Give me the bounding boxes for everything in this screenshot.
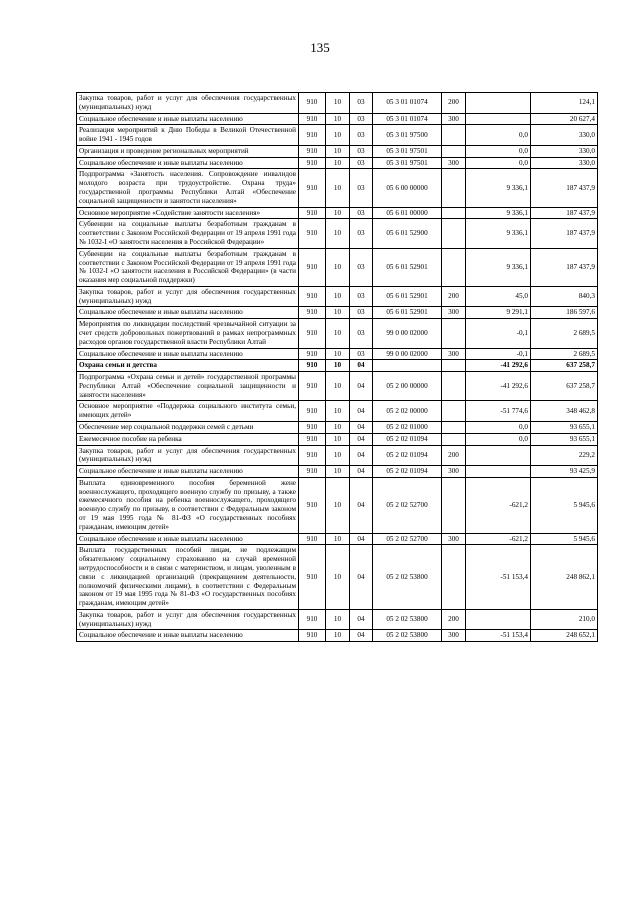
table-row (77, 348, 598, 360)
row-total-amount: 248 652,1 (531, 630, 598, 642)
row-total-amount: 186 597,6 (531, 307, 598, 319)
row-subsection-code: 03 (350, 248, 373, 286)
row-name: Закупка товаров, работ и услуг для обеспечения государственных (муниципальных) нужд (77, 93, 299, 114)
row-total-amount: 229,2 (531, 445, 598, 466)
row-change-amount: -51 774,6 (466, 401, 531, 422)
row-target-article: 05 2 02 01094 (373, 445, 442, 466)
row-subsection-code: 04 (350, 466, 373, 478)
row-section-code: 10 (326, 219, 350, 248)
row-target-article: 05 2 02 53800 (373, 630, 442, 642)
row-name: Реализация мероприятий к Дню Победы в Великой Отечественной войне 1941 - 1945 годов (77, 125, 299, 146)
row-change-amount: 0,0 (466, 422, 531, 434)
row-total-amount: 637 258,7 (531, 372, 598, 401)
row-section-code: 10 (326, 145, 350, 157)
row-subsection-code: 04 (350, 401, 373, 422)
row-expense-type (442, 125, 466, 146)
row-name: Подпрограмма «Занятость населения. Сопровождение инвалидов молодого возраста при трудоустройстве. Охрана труда» государственной программы Республики Алтай «Обеспечение социальной защищенности и занятости населения» (77, 169, 299, 207)
row-target-article: 05 6 01 52901 (373, 286, 442, 307)
row-expense-type: 300 (442, 157, 466, 169)
row-section-code: 10 (326, 477, 350, 533)
row-subsection-code: 04 (350, 477, 373, 533)
row-grbs-code: 910 (299, 533, 326, 545)
row-expense-type: 200 (442, 286, 466, 307)
row-subsection-code: 04 (350, 422, 373, 434)
row-target-article: 05 2 02 01000 (373, 422, 442, 434)
row-change-amount: 9 291,1 (466, 307, 531, 319)
row-expense-type (442, 248, 466, 286)
row-section-code: 10 (326, 545, 350, 609)
row-change-amount: 9 336,1 (466, 219, 531, 248)
row-grbs-code: 910 (299, 630, 326, 642)
row-target-article: 99 0 00 02000 (373, 319, 442, 348)
table-row (77, 545, 598, 609)
row-subsection-code: 03 (350, 113, 373, 125)
row-name: Социальное обеспечение и иные выплаты населению (77, 157, 299, 169)
row-change-amount (466, 466, 531, 478)
table-row (77, 157, 598, 169)
row-subsection-code: 03 (350, 319, 373, 348)
row-grbs-code: 910 (299, 401, 326, 422)
row-total-amount: 330,0 (531, 145, 598, 157)
row-section-code: 10 (326, 372, 350, 401)
row-change-amount: 45,0 (466, 286, 531, 307)
row-change-amount: -621,2 (466, 477, 531, 533)
row-grbs-code: 910 (299, 248, 326, 286)
row-subsection-code: 04 (350, 372, 373, 401)
row-grbs-code: 910 (299, 466, 326, 478)
row-section-code: 10 (326, 360, 350, 372)
row-change-amount: -621,2 (466, 533, 531, 545)
row-target-article: 05 3 01 97500 (373, 125, 442, 146)
row-grbs-code: 910 (299, 157, 326, 169)
row-change-amount: 9 336,1 (466, 169, 531, 207)
row-total-amount: 348 462,8 (531, 401, 598, 422)
budget-table-body (77, 93, 598, 642)
row-subsection-code: 03 (350, 157, 373, 169)
row-name: Социальное обеспечение и иные выплаты населению (77, 307, 299, 319)
row-change-amount: -0,1 (466, 348, 531, 360)
table-row (77, 93, 598, 114)
row-total-amount: 5 945,6 (531, 533, 598, 545)
row-expense-type: 300 (442, 630, 466, 642)
row-target-article: 99 0 00 02000 (373, 348, 442, 360)
row-expense-type: 300 (442, 307, 466, 319)
row-change-amount: 0,0 (466, 157, 531, 169)
row-subsection-code: 04 (350, 630, 373, 642)
row-target-article: 05 2 02 01094 (373, 466, 442, 478)
row-grbs-code: 910 (299, 319, 326, 348)
row-grbs-code: 910 (299, 145, 326, 157)
table-row (77, 372, 598, 401)
row-grbs-code: 910 (299, 219, 326, 248)
row-target-article: 05 2 02 53800 (373, 609, 442, 630)
table-row (77, 422, 598, 434)
row-name: Субвенции на социальные выплаты безработным гражданам в соответствии с Законом Российской Федерации от 19 апреля 1991 года № 1032-I «О занятости населения в Российской Федерации» (77, 219, 299, 248)
row-subsection-code: 03 (350, 348, 373, 360)
row-target-article: 05 6 01 52901 (373, 248, 442, 286)
table-row (77, 360, 598, 372)
row-expense-type (442, 319, 466, 348)
row-name: Мероприятия по ликвидации последствий чрезвычайной ситуации за счет средств добровольных пожертвований в рамках непрограммных расходов органов государственной власти Республики Алтай (77, 319, 299, 348)
row-grbs-code: 910 (299, 93, 326, 114)
row-subsection-code: 03 (350, 169, 373, 207)
row-expense-type (442, 372, 466, 401)
row-subsection-code: 03 (350, 207, 373, 219)
row-subsection-code: 03 (350, 307, 373, 319)
row-section-code: 10 (326, 433, 350, 445)
table-row (77, 207, 598, 219)
row-grbs-code: 910 (299, 360, 326, 372)
page-number: 135 (310, 40, 330, 55)
row-section-code: 10 (326, 445, 350, 466)
table-row (77, 286, 598, 307)
row-grbs-code: 910 (299, 609, 326, 630)
row-grbs-code: 910 (299, 169, 326, 207)
row-name: Закупка товаров, работ и услуг для обеспечения государственных (муниципальных) нужд (77, 609, 299, 630)
row-change-amount: -41 292,6 (466, 372, 531, 401)
row-change-amount: 0,0 (466, 145, 531, 157)
row-target-article: 05 3 01 01074 (373, 93, 442, 114)
row-section-code: 10 (326, 207, 350, 219)
row-name: Основное мероприятие «Содействие занятости населения» (77, 207, 299, 219)
table-row (77, 401, 598, 422)
row-total-amount: 187 437,9 (531, 207, 598, 219)
row-change-amount: -41 292,6 (466, 360, 531, 372)
row-name: Социальное обеспечение и иные выплаты населению (77, 533, 299, 545)
table-row (77, 466, 598, 478)
row-name: Социальное обеспечение и иные выплаты населению (77, 466, 299, 478)
row-section-code: 10 (326, 348, 350, 360)
row-subsection-code: 04 (350, 545, 373, 609)
row-total-amount: 124,1 (531, 93, 598, 114)
row-target-article: 05 2 02 53800 (373, 545, 442, 609)
row-change-amount: 9 336,1 (466, 207, 531, 219)
row-total-amount: 20 627,4 (531, 113, 598, 125)
row-expense-type (442, 219, 466, 248)
row-grbs-code: 910 (299, 348, 326, 360)
row-grbs-code: 910 (299, 422, 326, 434)
row-total-amount: 840,3 (531, 286, 598, 307)
row-section-code: 10 (326, 169, 350, 207)
row-section-code: 10 (326, 113, 350, 125)
row-target-article: 05 2 02 52700 (373, 477, 442, 533)
row-section-code: 10 (326, 93, 350, 114)
row-name: Социальное обеспечение и иные выплаты населению (77, 348, 299, 360)
row-name: Охрана семьи и детства (77, 360, 299, 372)
row-total-amount: 187 437,9 (531, 219, 598, 248)
row-section-code: 10 (326, 466, 350, 478)
row-subsection-code: 04 (350, 609, 373, 630)
row-name: Закупка товаров, работ и услуг для обеспечения государственных (муниципальных) нужд (77, 445, 299, 466)
row-change-amount: 0,0 (466, 125, 531, 146)
row-total-amount: 330,0 (531, 125, 598, 146)
row-subsection-code: 04 (350, 445, 373, 466)
row-name: Закупка товаров, работ и услуг для обеспечения государственных (муниципальных) нужд (77, 286, 299, 307)
row-target-article: 05 6 00 00000 (373, 169, 442, 207)
row-name: Выплата единовременного пособия беременной жене военнослужащего, проходящего военную службу по призыву, а также ежемесячного пособия на ребенка военнослужащего, проходящего военную службу по призыву, в соответствии с Федеральным законом от 19 мая 1995 года № 81-ФЗ «О государственных пособиях гражданам, имеющим детей» (77, 477, 299, 533)
row-expense-type (442, 433, 466, 445)
row-change-amount (466, 445, 531, 466)
row-change-amount: 9 336,1 (466, 248, 531, 286)
table-row (77, 477, 598, 533)
row-total-amount: 2 689,5 (531, 319, 598, 348)
row-section-code: 10 (326, 307, 350, 319)
table-row (77, 319, 598, 348)
row-grbs-code: 910 (299, 307, 326, 319)
row-target-article: 05 2 02 52700 (373, 533, 442, 545)
row-expense-type: 300 (442, 113, 466, 125)
row-target-article: 05 3 01 01074 (373, 113, 442, 125)
row-target-article: 05 2 00 00000 (373, 372, 442, 401)
row-section-code: 10 (326, 609, 350, 630)
row-name: Субвенции на социальные выплаты безработным гражданам в соответствии с Законом Российской Федерации от 19 апреля 1991 года № 1032-I «О занятости населения в Российской Федерации» (в части оказания мер социальной поддержки) (77, 248, 299, 286)
row-change-amount (466, 93, 531, 114)
row-expense-type: 300 (442, 348, 466, 360)
row-expense-type: 300 (442, 466, 466, 478)
row-change-amount (466, 113, 531, 125)
row-section-code: 10 (326, 286, 350, 307)
row-name: Ежемесячное пособие на ребенка (77, 433, 299, 445)
row-subsection-code: 03 (350, 145, 373, 157)
row-total-amount: 93 425,9 (531, 466, 598, 478)
row-name: Социальное обеспечение и иные выплаты населению (77, 630, 299, 642)
row-expense-type (442, 360, 466, 372)
row-name: Обеспечение мер социальной поддержки семей с детьми (77, 422, 299, 434)
row-total-amount: 248 862,1 (531, 545, 598, 609)
row-target-article: 05 3 01 97501 (373, 157, 442, 169)
row-expense-type (442, 422, 466, 434)
row-subsection-code: 03 (350, 93, 373, 114)
row-target-article: 05 3 01 97501 (373, 145, 442, 157)
row-total-amount: 330,0 (531, 157, 598, 169)
row-name: Выплата государственных пособий лицам, не подлежащим обязательному социальному страхованию на случай временной нетрудоспособности и в связи с материнством, и лицам, уволенным в связи с ликвидацией организаций (прекращением деятельности, полномочий физическими лицами), в соответствии с Федеральным законом от 19 мая 1995 года № 81-ФЗ «О государственных пособиях гражданам, имеющим детей» (77, 545, 299, 609)
row-grbs-code: 910 (299, 372, 326, 401)
row-expense-type: 200 (442, 93, 466, 114)
table-row (77, 219, 598, 248)
row-target-article: 05 6 01 52901 (373, 307, 442, 319)
row-subsection-code: 03 (350, 286, 373, 307)
row-total-amount: 210,0 (531, 609, 598, 630)
row-name: Основное мероприятие «Поддержка социального института семьи, имеющих детей» (77, 401, 299, 422)
row-grbs-code: 910 (299, 286, 326, 307)
budget-table (76, 92, 598, 642)
row-expense-type (442, 477, 466, 533)
row-section-code: 10 (326, 630, 350, 642)
row-name: Социальное обеспечение и иные выплаты населению (77, 113, 299, 125)
row-total-amount: 187 437,9 (531, 248, 598, 286)
row-section-code: 10 (326, 401, 350, 422)
table-row (77, 609, 598, 630)
row-subsection-code: 04 (350, 433, 373, 445)
row-expense-type (442, 145, 466, 157)
row-expense-type: 300 (442, 533, 466, 545)
row-total-amount: 93 655,1 (531, 433, 598, 445)
row-change-amount (466, 609, 531, 630)
row-expense-type (442, 545, 466, 609)
row-subsection-code: 04 (350, 533, 373, 545)
row-change-amount: -51 153,4 (466, 545, 531, 609)
table-row (77, 248, 598, 286)
table-row (77, 169, 598, 207)
table-row (77, 307, 598, 319)
row-target-article (373, 360, 442, 372)
row-section-code: 10 (326, 533, 350, 545)
row-subsection-code: 03 (350, 125, 373, 146)
row-total-amount: 637 258,7 (531, 360, 598, 372)
row-grbs-code: 910 (299, 433, 326, 445)
row-grbs-code: 910 (299, 545, 326, 609)
row-change-amount: -51 153,4 (466, 630, 531, 642)
table-row (77, 533, 598, 545)
row-target-article: 05 6 01 00000 (373, 207, 442, 219)
table-row (77, 445, 598, 466)
table-row (77, 125, 598, 146)
row-subsection-code: 04 (350, 360, 373, 372)
table-row (77, 145, 598, 157)
row-target-article: 05 6 01 52900 (373, 219, 442, 248)
row-total-amount: 93 655,1 (531, 422, 598, 434)
row-total-amount: 5 945,6 (531, 477, 598, 533)
table-row (77, 113, 598, 125)
row-target-article: 05 2 02 01094 (373, 433, 442, 445)
row-grbs-code: 910 (299, 207, 326, 219)
row-change-amount: -0,1 (466, 319, 531, 348)
table-row (77, 433, 598, 445)
row-change-amount: 0,0 (466, 433, 531, 445)
row-section-code: 10 (326, 248, 350, 286)
row-name: Подпрограмма «Охрана семьи и детей» государственной программы Республики Алтай «Обеспечение социальной защищенности и занятости населения» (77, 372, 299, 401)
row-grbs-code: 910 (299, 477, 326, 533)
row-name: Организация и проведение региональных мероприятий (77, 145, 299, 157)
row-total-amount: 2 689,5 (531, 348, 598, 360)
table-row (77, 630, 598, 642)
row-expense-type: 200 (442, 609, 466, 630)
row-grbs-code: 910 (299, 113, 326, 125)
row-section-code: 10 (326, 319, 350, 348)
row-section-code: 10 (326, 422, 350, 434)
row-grbs-code: 910 (299, 125, 326, 146)
row-expense-type (442, 207, 466, 219)
row-expense-type (442, 169, 466, 207)
row-expense-type: 200 (442, 445, 466, 466)
row-section-code: 10 (326, 125, 350, 146)
row-section-code: 10 (326, 157, 350, 169)
row-total-amount: 187 437,9 (531, 169, 598, 207)
row-target-article: 05 2 02 00000 (373, 401, 442, 422)
row-expense-type (442, 401, 466, 422)
row-grbs-code: 910 (299, 445, 326, 466)
row-subsection-code: 03 (350, 219, 373, 248)
